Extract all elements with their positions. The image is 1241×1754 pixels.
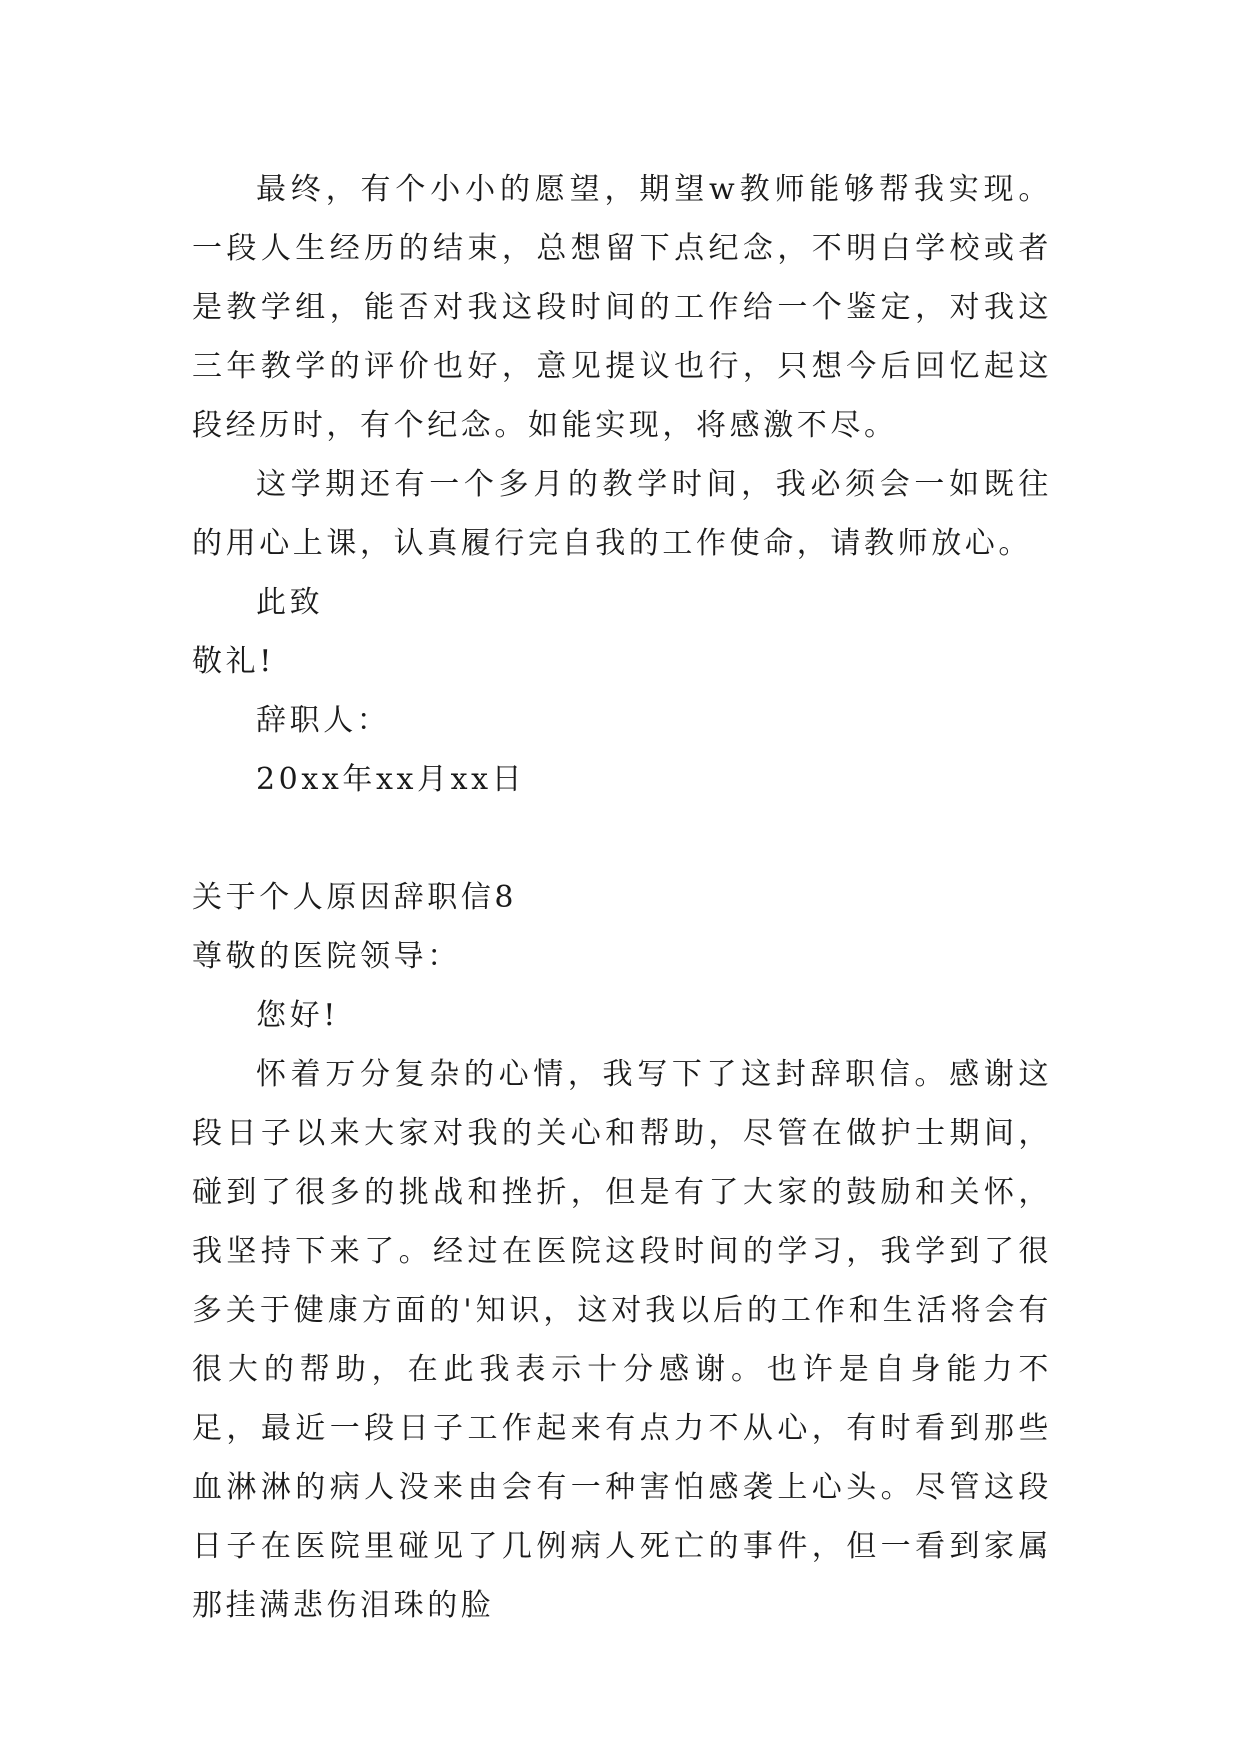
letter8-greeting: 您好! [256,998,339,1033]
letter7-paragraph-semester: 这学期还有一个多月的教学时间，我必须会一如既往的用心上课，认真履行完自我的工作使命，请教师放心。 [192,467,1052,561]
letter7-paragraph-wish: 最终，有个小小的愿望，期望w教师能够帮我实现。一段人生经历的结束，总想留下点纪念，不明白学校或者是教学组，能否对我这段时间的工作给一个鉴定，对我这三年教学的评价也好，意见提议也行，只想今后回忆起这段经历时，有个纪念。如能实现，将感激不尽。 [192,172,1052,443]
document-page [192,160,1052,1635]
letter8-title: 关于个人原因辞职信8 [192,880,518,915]
letter-date: 20xx年xx月xx日 [256,762,526,797]
letter8-salutation: 尊敬的医院领导： [192,939,461,974]
signer-label: 辞职人： [256,703,391,738]
section-gap [192,809,1052,868]
closing-jingli: 敬礼! [192,644,275,679]
closing-cizhi: 此致 [256,585,324,620]
letter8-body-paragraph: 怀着万分复杂的心情，我写下了这封辞职信。感谢这段日子以来大家对我的关心和帮助，尽管在做护士期间，碰到了很多的挑战和挫折，但是有了大家的鼓励和关怀，我坚持下来了。经过在医院这段时间的学习，我学到了很多关于健康方面的'知识，这对我以后的工作和生活将会有很大的帮助，在此我表示十分感谢。也许是自身能力不足，最近一段日子工作起来有点力不从心，有时看到那些血淋淋的病人没来由会有一种害怕感袭上心头。尽管这段日子在医院里碰见了几例病人死亡的事件，但一看到家属那挂满悲伤泪珠的脸 [192,1057,1052,1623]
